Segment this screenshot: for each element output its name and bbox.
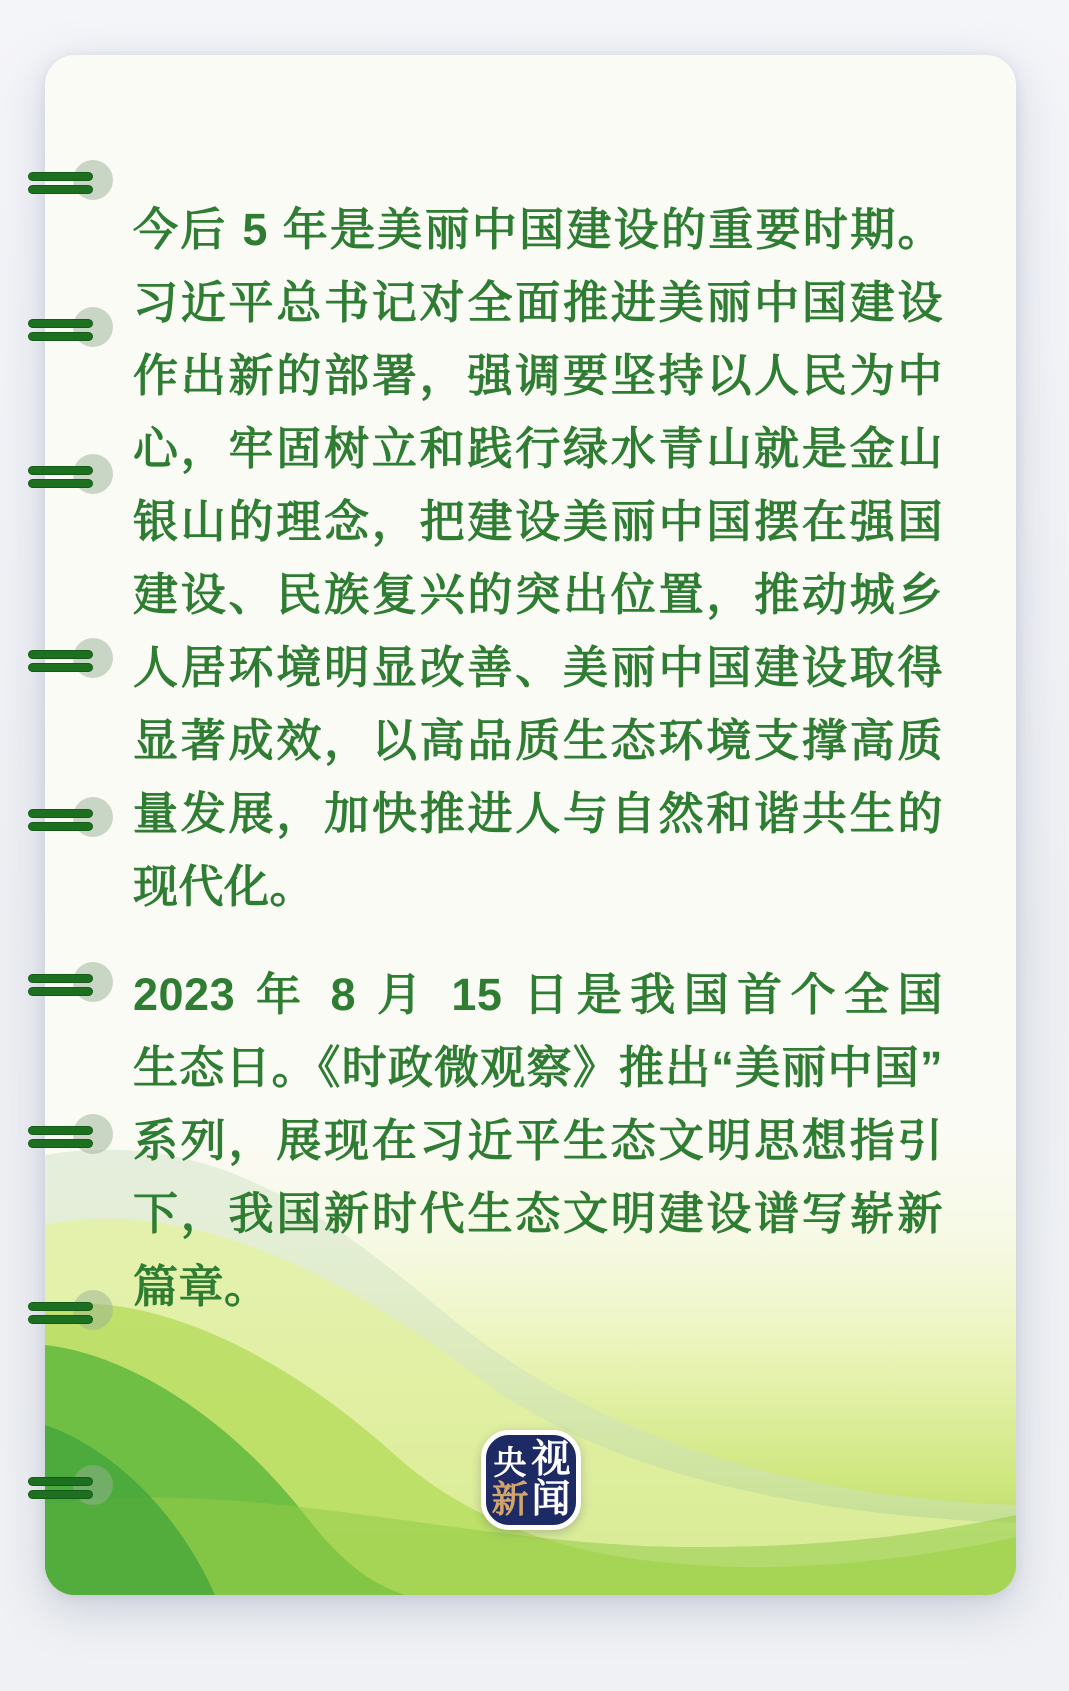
binding-bar (28, 974, 93, 983)
paragraph-1-line: 建设、民族复兴的突出位置，推动城乡 (133, 569, 943, 620)
binding-bar (28, 987, 93, 996)
binding-clip (28, 961, 94, 1009)
binding-clip (28, 637, 94, 685)
cctv-news-logo (481, 1430, 581, 1530)
paragraph-1-line: 量发展，加快推进人与自然和谐共生的 (133, 788, 943, 839)
paragraph-1-line: 心，牢固树立和践行绿水青山就是金山 (133, 423, 943, 474)
logo-char: 视 (531, 1438, 571, 1481)
binding-bar (28, 809, 93, 818)
paragraph-1-line: 习近平总书记对全面推进美丽中国建设 (133, 277, 943, 328)
paragraph-2-line: 2023 年 8 月 15 日是我国首个全国 (133, 969, 943, 1020)
binding-bar (28, 1477, 93, 1486)
paragraph-1 (133, 193, 943, 923)
binding-bar (28, 1490, 93, 1499)
paragraph-2-line: 下，我国新时代生态文明建设谱写崭新 (133, 1188, 943, 1239)
paragraph-1-line: 银山的理念，把建设美丽中国摆在强国 (133, 496, 943, 547)
paragraph-1-line: 现代化。 (133, 861, 316, 912)
binding-clip (28, 306, 94, 354)
article-card (45, 55, 1016, 1595)
binding-bar (28, 185, 93, 194)
paragraph-1-line: 显著成效，以高品质生态环境支撑高质 (133, 715, 943, 766)
binding-bar (28, 1302, 93, 1311)
binding-clip (28, 1113, 94, 1161)
binding-bar (28, 822, 93, 831)
binding-bar (28, 1315, 93, 1324)
binding-bar (28, 332, 93, 341)
article-body (45, 55, 1016, 1323)
paragraph-1-line: 今后 5 年是美丽中国建设的重要时期。 (133, 204, 943, 255)
paragraph-2-line: 生态日。《时政微观察》推出“美丽中国” (133, 1042, 943, 1093)
binding-bar (28, 319, 93, 328)
binding-bar (28, 1126, 93, 1135)
binding-bar (28, 466, 93, 475)
paragraph-1-line: 作出新的部署，强调要坚持以人民为中 (133, 350, 943, 401)
paragraph-2-line: 系列，展现在习近平生态文明思想指引 (133, 1115, 943, 1166)
logo-char: 闻 (531, 1478, 571, 1521)
binding-clip (28, 1464, 94, 1512)
binding-clip (28, 1289, 94, 1337)
binding-clip (28, 453, 94, 501)
binding-bar (28, 479, 93, 488)
paragraph-2 (133, 958, 943, 1323)
binding-bar (28, 172, 93, 181)
logo-char: 新 (491, 1479, 529, 1520)
binding-clip (28, 796, 94, 844)
binding-bar (28, 650, 93, 659)
binding-clip (28, 159, 94, 207)
binding-bar (28, 663, 93, 672)
paragraph-2-line: 篇章。 (133, 1261, 270, 1312)
paragraph-1-line: 人居环境明显改善、美丽中国建设取得 (133, 642, 943, 693)
logo-char: 央 (493, 1444, 527, 1481)
binding-bar (28, 1139, 93, 1148)
